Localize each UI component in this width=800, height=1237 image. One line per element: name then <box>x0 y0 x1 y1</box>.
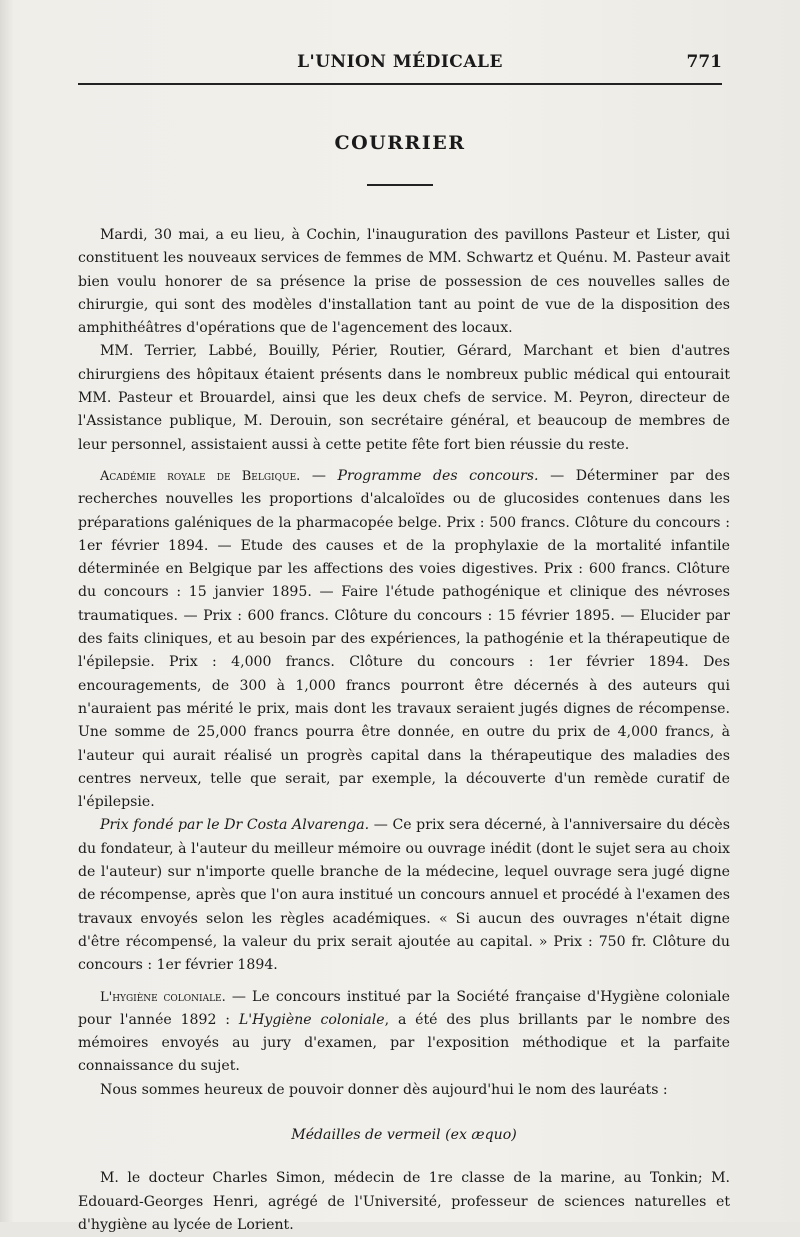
academie-heading: Académie royale de Belgique. <box>100 468 301 484</box>
paragraph-prix-costa <box>78 814 730 977</box>
hygiene-heading: L'hygiène coloniale. <box>100 989 226 1005</box>
paragraph-laureats: Nous sommes heureux de pouvoir donner dès aujourd'hui le nom des lauréats : <box>100 1081 668 1098</box>
page-number: 771 <box>686 52 722 72</box>
paragraph-laureats-names: M. le docteur Charles Simon, médecin de 1re classe de la marine, au Tonkin; M. Edouard-Georges Henri, agrégé de l'Université, professeur de sciences naturelles et d'hygiène au lycée de Lorient. <box>78 1170 730 1233</box>
subheading-medailles: Médailles de vermeil (ex æquo) <box>291 1126 517 1143</box>
paragraph-attendees: MM. Terrier, Labbé, Bouilly, Périer, Routier, Gérard, Marchant et bien d'autres chirurgiens des hôpitaux étaient présents dans le nombreux public médical qui entourait MM. Pasteur et Brouardel, ainsi que les deux chefs de service. M. Peyron, directeur de l'Assistance publique, M. Derouin, son secrétaire général, et beaucoup de membres de leur personnel, assistaient aussi à cette petite fête fort bien réussie du reste. <box>78 343 730 453</box>
running-title: L'UNION MÉDICALE <box>297 52 503 72</box>
paragraph-academie-belgique <box>78 465 730 814</box>
header-rule <box>78 83 722 85</box>
prix-costa-text: — Ce prix sera décerné, à l'anniversaire du décès du fondateur, à l'auteur du meilleur mémoire ou ouvrage inédit (dont le sujet sera au choix de l'auteur) sur n'importe quelle branche de la médecine, lequel ouvrage sera jugé digne de récompense, après que l'on aura institué un concours annuel et procédé à l'examen des travaux envoyés selon les règles académiques. « Si aucun des ouvrages n'était digne d'être récompensé, la valeur du prix serait ajoutée au capital. » Prix : 750 fr. Clôture du concours : 1er février 1894. <box>78 817 730 974</box>
hygiene-italic-title: L'Hygiène coloniale <box>238 1011 385 1028</box>
page-header <box>78 52 722 76</box>
section-title: COURRIER <box>334 132 466 154</box>
academie-dash: — <box>300 467 338 484</box>
programme-title: Programme des concours. <box>337 467 539 484</box>
hygiene-text-1: — Le concours institué par la Société française d'Hygiène coloniale pour l'année 1892 : <box>78 988 730 1028</box>
prix-costa-heading: Prix fondé par le Dr Costa Alvarenga. <box>100 817 370 834</box>
article-body <box>78 224 730 1237</box>
academie-text: — Déterminer par des recherches nouvelles les proportions d'alcaloïdes ou de glucosides contenues dans les préparations galéniques de la pharmacopée belge. Prix : 500 francs. Clôture du concours : 1er février 1894. — Etude des causes et de la prophylaxie de la mortalité infantile déterminée en Belgique par les affections des voies digestives. Prix : 600 francs. Clôture du concours : 15 janvier 1895. — Faire l'étude pathogénique et clinique des névroses traumatiques. — Prix : 600 francs. Clôture du concours : 15 février 1895. — Elucider par des faits cliniques, et au besoin par des expériences, la pathogénie et la thérapeutique de l'épilepsie. Prix : 4,000 francs. Clôture du concours : 1er février 1894. Des encouragements, de 300 à 1,000 francs pourront être décernés à des auteurs qui n'auraient pas mérité le prix, mais dont les travaux seraient jugés dignes de récompense. Une somme de 25,000 francs pourra être donnée, en outre du prix de 4,000 francs, à l'auteur qui aurait réalisé un progrès capital dans la thérapeutique des maladies des centres nerveux, telle que serait, par exemple, la découverte d'un remède curatif de l'épilepsie. <box>78 467 731 811</box>
hygiene-text-2: , a été des plus brillants par le nombre des mémoires envoyés au jury d'examen, par l'exposition méthodique et la parfaite connaissance du sujet. <box>78 1011 730 1075</box>
paragraph-inauguration: Mardi, 30 mai, a eu lieu, à Cochin, l'inauguration des pavillons Pasteur et Lister, qui constituent les nouveaux services de femmes de MM. Schwartz et Quénu. M. Pasteur avait bien voulu honorer de sa présence la prise de possession de ces nouvelles salles de chirurgie, qui sont des modèles d'installation tant au point de vue de la disposition des amphithéâtres d'opérations que de l'agencement des locaux. <box>78 227 730 337</box>
paragraph-hygiene-coloniale <box>78 986 730 1079</box>
title-rule <box>367 184 433 186</box>
